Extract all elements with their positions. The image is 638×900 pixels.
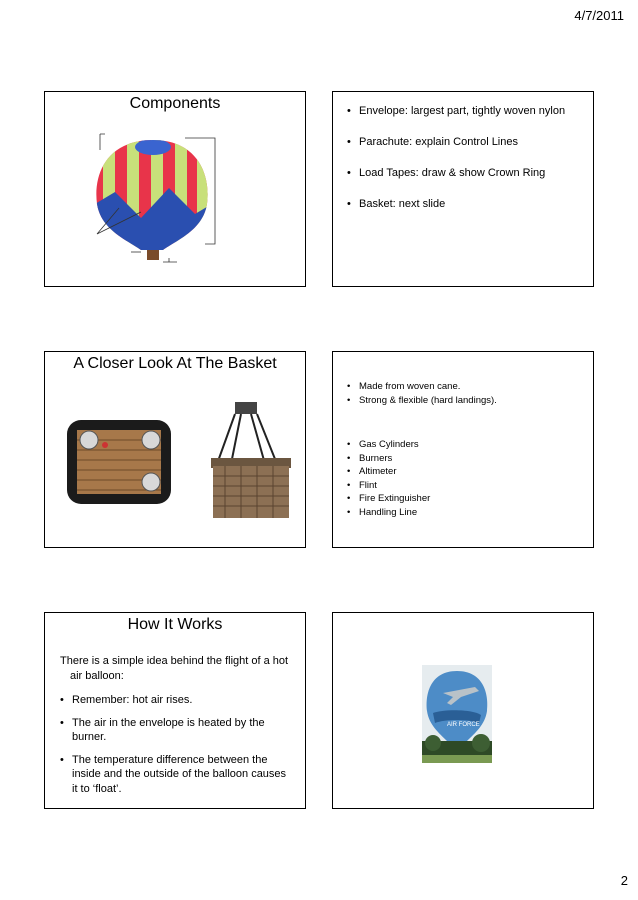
bullet-item: • Strong & flexible (hard landings). — [347, 395, 497, 406]
bullet-item: • The air in the envelope is heated by the burner. — [60, 716, 288, 745]
bullet-item: • Fire Extinguisher — [347, 493, 430, 504]
bullet-list — [60, 693, 288, 804]
basket-side-view-photo — [45, 352, 306, 548]
slide-components — [44, 91, 306, 287]
bullet-item: • Basket: next slide — [347, 198, 565, 210]
bullet-item: • Remember: hot air rises. — [60, 693, 288, 708]
balloon-lettering: AIR FORCE — [447, 722, 480, 728]
print-date: 4/7/2011 — [574, 8, 624, 23]
bullet-item: • Burners — [347, 453, 430, 464]
slide-component-notes — [332, 91, 594, 287]
slide-basket — [44, 351, 306, 548]
slide-title: How It Works — [127, 616, 223, 633]
air-force-balloon-photo — [333, 613, 594, 809]
page-number: 2 — [620, 873, 628, 888]
bullet-item: • Envelope: largest part, tightly woven nylon — [347, 105, 565, 117]
bullet-item: • Made from woven cane. — [347, 381, 497, 392]
slide-how-it-works — [44, 612, 306, 809]
intro-text: There is a simple idea behind the flight of a hot air balloon: — [60, 655, 289, 682]
bullet-item: • Handling Line — [347, 507, 430, 518]
slide-title: Components — [129, 95, 221, 112]
bullet-item: • Load Tapes: draw & show Crown Ring — [347, 167, 565, 179]
slide-basket-notes — [332, 351, 594, 548]
bullet-item: • The temperature difference between the inside and the outside of the balloon causes it to ‘float’. — [60, 753, 288, 797]
bullet-item: • Flint — [347, 480, 430, 491]
bullet-list — [347, 381, 497, 408]
slide-title: A Closer Look At The Basket — [73, 355, 277, 372]
balloon-diagram — [45, 92, 306, 287]
bullet-item: • Altimeter — [347, 466, 430, 477]
bullet-list — [347, 439, 430, 520]
intro-paragraph — [60, 654, 290, 683]
slide-balloon-photo — [332, 612, 594, 809]
bullet-item: • Gas Cylinders — [347, 439, 430, 450]
bullet-item: • Parachute: explain Control Lines — [347, 136, 565, 148]
bullet-list — [347, 105, 565, 229]
